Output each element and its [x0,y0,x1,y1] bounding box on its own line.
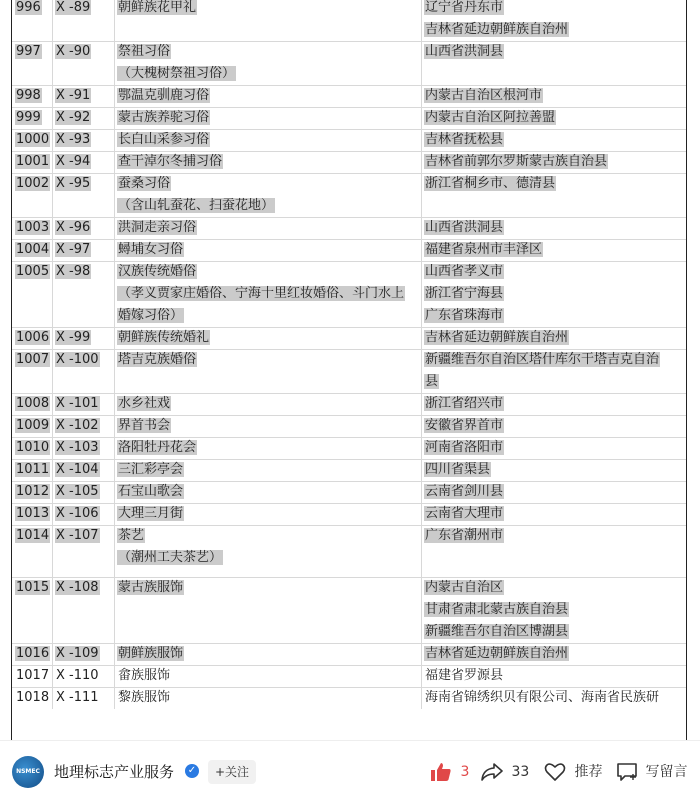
row-number-text: 1009 [16,418,50,433]
item-name [114,577,420,643]
avatar-logo-text: NSMEC [16,768,40,775]
declaring-region [421,577,686,643]
item-name [114,643,420,665]
table-row [12,217,686,240]
declaring-region-text: 浙江省桐乡市、德清县 [425,176,556,191]
declaring-region [421,173,686,217]
row-number-text: 1017 [16,668,50,683]
row-code-text: X -108 [56,580,99,595]
row-code [52,577,114,643]
share-count: 33 [511,764,530,780]
row-number-text: 1002 [16,176,50,191]
row-number-text: 996 [16,0,41,15]
item-name [114,85,420,107]
follow-button[interactable]: +关注 [208,760,256,784]
row-code-text: X -109 [56,646,99,661]
table-row [12,525,686,578]
like-button[interactable] [430,762,469,782]
item-name-text: （含山轧蚕花、扫蚕花地） [118,198,275,213]
item-name [114,415,420,437]
item-name [114,173,420,217]
table-row [12,261,686,328]
row-code [52,0,114,41]
table-row [12,393,686,416]
item-name [114,41,420,85]
table-row [12,327,686,350]
row-number-text: 1018 [16,690,50,705]
row-number-text: 1010 [16,440,50,455]
row-code-text: X -100 [56,352,99,367]
declaring-region [421,665,686,687]
declaring-region-text: 广东省珠海市 [425,308,504,323]
declaring-region [421,327,686,349]
thumbs-up-icon [430,762,452,782]
declaring-region [421,261,686,327]
row-code-text: X -98 [56,264,91,279]
item-name-text: 洛阳牡丹花会 [118,440,197,455]
row-code-text: X -106 [56,506,99,521]
row-code-text: X -101 [56,396,99,411]
row-code [52,107,114,129]
row-number-text: 998 [16,88,41,103]
declaring-region-text: 山西省孝义市 [425,264,504,279]
declaring-region-text: 吉林省延边朝鲜族自治州 [425,646,569,661]
item-name-text: 茶艺 [118,528,145,543]
row-number-text: 1014 [16,528,50,543]
row-code [52,459,114,481]
row-number [15,0,51,19]
declaring-region [421,415,686,437]
declaring-region-text: 吉林省延边朝鲜族自治州 [425,22,569,37]
row-number [15,349,51,371]
declaring-region [421,129,686,151]
item-name [114,349,420,393]
row-code [52,525,114,577]
row-number [15,687,51,709]
declaring-region [421,151,686,173]
row-number [15,151,51,173]
row-number-text: 1015 [16,580,50,595]
row-code [52,643,114,665]
item-name [114,129,420,151]
row-code [52,393,114,415]
declaring-region-text: 辽宁省丹东市 [425,0,504,15]
table-row [12,173,686,218]
declaring-region [421,437,686,459]
row-number [15,327,51,349]
row-number [15,239,51,261]
row-code [52,261,114,327]
item-name [114,217,420,239]
row-number-text: 1012 [16,484,50,499]
item-name-text: 水乡社戏 [118,396,171,411]
declaring-region-text: 吉林省抚松县 [425,132,504,147]
declaring-region-text: 广东省潮州市 [425,528,504,543]
declaring-region [421,41,686,85]
item-name-text: 洪洞走亲习俗 [118,220,197,235]
comment-button[interactable] [616,762,687,782]
row-number-text: 1013 [16,506,50,521]
row-code-text: X -107 [56,528,99,543]
table-row [12,437,686,460]
row-code [52,327,114,349]
item-name-text: 蒙古族服饰 [118,580,184,595]
row-code-text: X -110 [56,668,99,683]
item-name-text: 鄂温克驯鹿习俗 [118,88,210,103]
comment-icon [616,762,638,782]
item-name [114,665,420,687]
row-number-text: 1000 [16,132,50,147]
verified-badge-icon: ✓ [185,764,199,778]
declaring-region [421,217,686,239]
declaring-region [421,239,686,261]
item-name-text: 三汇彩亭会 [118,462,184,477]
declaring-region-text: 新疆维吾尔自治区塔什库尔干塔吉克自治 [425,352,660,367]
item-name-text: 塔吉克族婚俗 [118,352,197,367]
item-name-text: 黎族服饰 [118,690,171,705]
row-code-text: X -96 [56,220,91,235]
row-number [15,41,51,63]
declaring-region-text: 福建省罗源县 [425,668,504,683]
declaring-region-text: 河南省洛阳市 [425,440,504,455]
item-name-text: 朝鲜族花甲礼 [118,0,197,15]
declaring-region-text: 福建省泉州市丰泽区 [425,242,543,257]
row-number-text: 999 [16,110,41,125]
row-code [52,151,114,173]
item-name [114,393,420,415]
row-code [52,85,114,107]
declaring-region [421,393,686,415]
declaring-region-text: 安徽省界首市 [425,418,504,433]
declaring-region [421,85,686,107]
declaring-region-text: 山西省洪洞县 [425,220,504,235]
row-code-text: X -103 [56,440,99,455]
declaring-region-text: 浙江省宁海县 [425,286,504,301]
row-number [15,129,51,151]
item-name-text: 长白山采参习俗 [118,132,210,147]
table-row [12,687,686,709]
item-name-text: 朝鲜族传统婚礼 [118,330,210,345]
item-name [114,437,420,459]
item-name-text: 蟳埔女习俗 [118,242,184,257]
row-code [52,173,114,217]
declaring-region-text: 内蒙古自治区根河市 [425,88,543,103]
table-row [12,503,686,526]
row-code [52,687,114,709]
row-code-text: X -95 [56,176,91,191]
like-count: 3 [460,764,470,780]
item-name-text: 祭祖习俗 [118,44,171,59]
declaring-region [421,349,686,393]
row-number-text: 1006 [16,330,50,345]
row-number [15,415,51,437]
row-code [52,481,114,503]
row-number-text: 1003 [16,220,50,235]
declaring-region-text: 浙江省绍兴市 [425,396,504,411]
row-code-text: X -102 [56,418,99,433]
table-row [12,107,686,130]
declaring-region-text: 新疆维吾尔自治区博湖县 [425,624,569,639]
row-code-text: X -94 [56,154,91,169]
table-row [12,643,686,666]
item-name-text: 婚嫁习俗） [118,308,184,323]
row-number [15,503,51,525]
item-name [114,151,420,173]
row-number [15,459,51,481]
row-code [52,437,114,459]
recommend-label: 推荐 [574,764,603,780]
row-code-text: X -91 [56,88,91,103]
row-code-text: X -99 [56,330,91,345]
row-number [15,217,51,239]
row-number [15,577,51,599]
table-row [12,459,686,482]
declaring-region-text: 云南省剑川县 [425,484,504,499]
row-number-text: 1007 [16,352,50,367]
row-number-text: 1005 [16,264,50,279]
recommend-button[interactable] [544,762,602,782]
row-code-text: X -90 [56,44,91,59]
declaring-region [421,525,686,577]
row-code-text: X -93 [56,132,91,147]
item-name-text: 蚕桑习俗 [118,176,171,191]
table-row [12,349,686,394]
item-name [114,239,420,261]
row-number [15,261,51,283]
row-number [15,173,51,195]
declaring-region-text: 县 [425,374,439,389]
row-code-text: X -92 [56,110,91,125]
row-number-text: 1001 [16,154,50,169]
declaring-region-text: 海南省锦绣织贝有限公司、海南省民族研 [425,690,660,705]
declaring-region-text: 内蒙古自治区阿拉善盟 [425,110,556,125]
item-name-text: 石宝山歌会 [118,484,184,499]
declaring-region-text: 甘肃省肃北蒙古族自治县 [425,602,569,617]
share-icon [481,762,503,782]
row-number-text: 1011 [16,462,50,477]
declaring-region [421,643,686,665]
item-name-text: 界首书会 [118,418,171,433]
row-code-text: X -104 [56,462,99,477]
item-name [114,503,420,525]
row-code-text: X -105 [56,484,99,499]
row-code [52,415,114,437]
declaring-region [421,503,686,525]
row-number [15,525,51,547]
row-code [52,129,114,151]
item-name [114,459,420,481]
item-name-text: 畲族服饰 [118,668,171,683]
comment-label: 写留言 [645,764,688,780]
heart-icon [544,762,566,782]
declaring-region [421,107,686,129]
declaring-region [421,481,686,503]
item-name [114,261,420,327]
declaring-region-text: 云南省大理市 [425,506,504,521]
row-code [52,665,114,687]
item-name [114,481,420,503]
row-code [52,349,114,393]
item-name-text: 大理三月街 [118,506,184,521]
row-code-text: X -89 [56,0,91,15]
item-name [114,0,420,41]
table-row [12,41,686,86]
item-name [114,327,420,349]
row-number [15,643,51,665]
account-name[interactable]: 地理标志产业服务 [54,763,175,781]
row-code-text: X -111 [56,690,99,705]
declaring-region-text: 四川省渠县 [425,462,491,477]
row-code-text: X -97 [56,242,91,257]
row-number-text: 997 [16,44,41,59]
declaring-region-text: 内蒙古自治区 [425,580,504,595]
row-number-text: 1016 [16,646,50,661]
declaring-region-text: 吉林省延边朝鲜族自治州 [425,330,569,345]
declaring-region [421,0,686,41]
row-code [52,41,114,85]
declaring-region-text: 吉林省前郭尔罗斯蒙古族自治县 [425,154,608,169]
item-name-text: 蒙古族养驼习俗 [118,110,210,125]
row-number-text: 1008 [16,396,50,411]
table-row [12,129,686,152]
declaring-region-text: 山西省洪洞县 [425,44,504,59]
item-name-text: （潮州工夫茶艺） [118,550,223,565]
table-row [12,151,686,174]
row-number [15,665,51,687]
heritage-table [11,0,687,740]
row-code [52,503,114,525]
item-name [114,525,420,577]
row-number [15,85,51,107]
table-row [12,85,686,108]
item-name-text: 朝鲜族服饰 [118,646,184,661]
table-row [12,577,686,644]
table-row [12,239,686,262]
declaring-region [421,459,686,481]
share-button[interactable] [481,762,529,782]
row-code [52,217,114,239]
item-name-text: 汉族传统婚俗 [118,264,197,279]
row-number [15,107,51,129]
row-number [15,481,51,503]
item-name-text: （大槐树祭祖习俗） [118,66,236,81]
item-name-text: （孝义贾家庄婚俗、宁海十里红妆婚俗、斗门水上 [118,286,405,301]
account-avatar[interactable] [12,756,44,788]
table-row [12,481,686,504]
table-row [12,415,686,438]
declaring-region [421,687,686,709]
item-name [114,107,420,129]
table-row [12,665,686,688]
row-number-text: 1004 [16,242,50,257]
row-code [52,239,114,261]
item-name-text: 查干淖尔冬捕习俗 [118,154,223,169]
table-row [12,0,686,42]
row-number [15,393,51,415]
item-name [114,687,420,709]
row-number [15,437,51,459]
